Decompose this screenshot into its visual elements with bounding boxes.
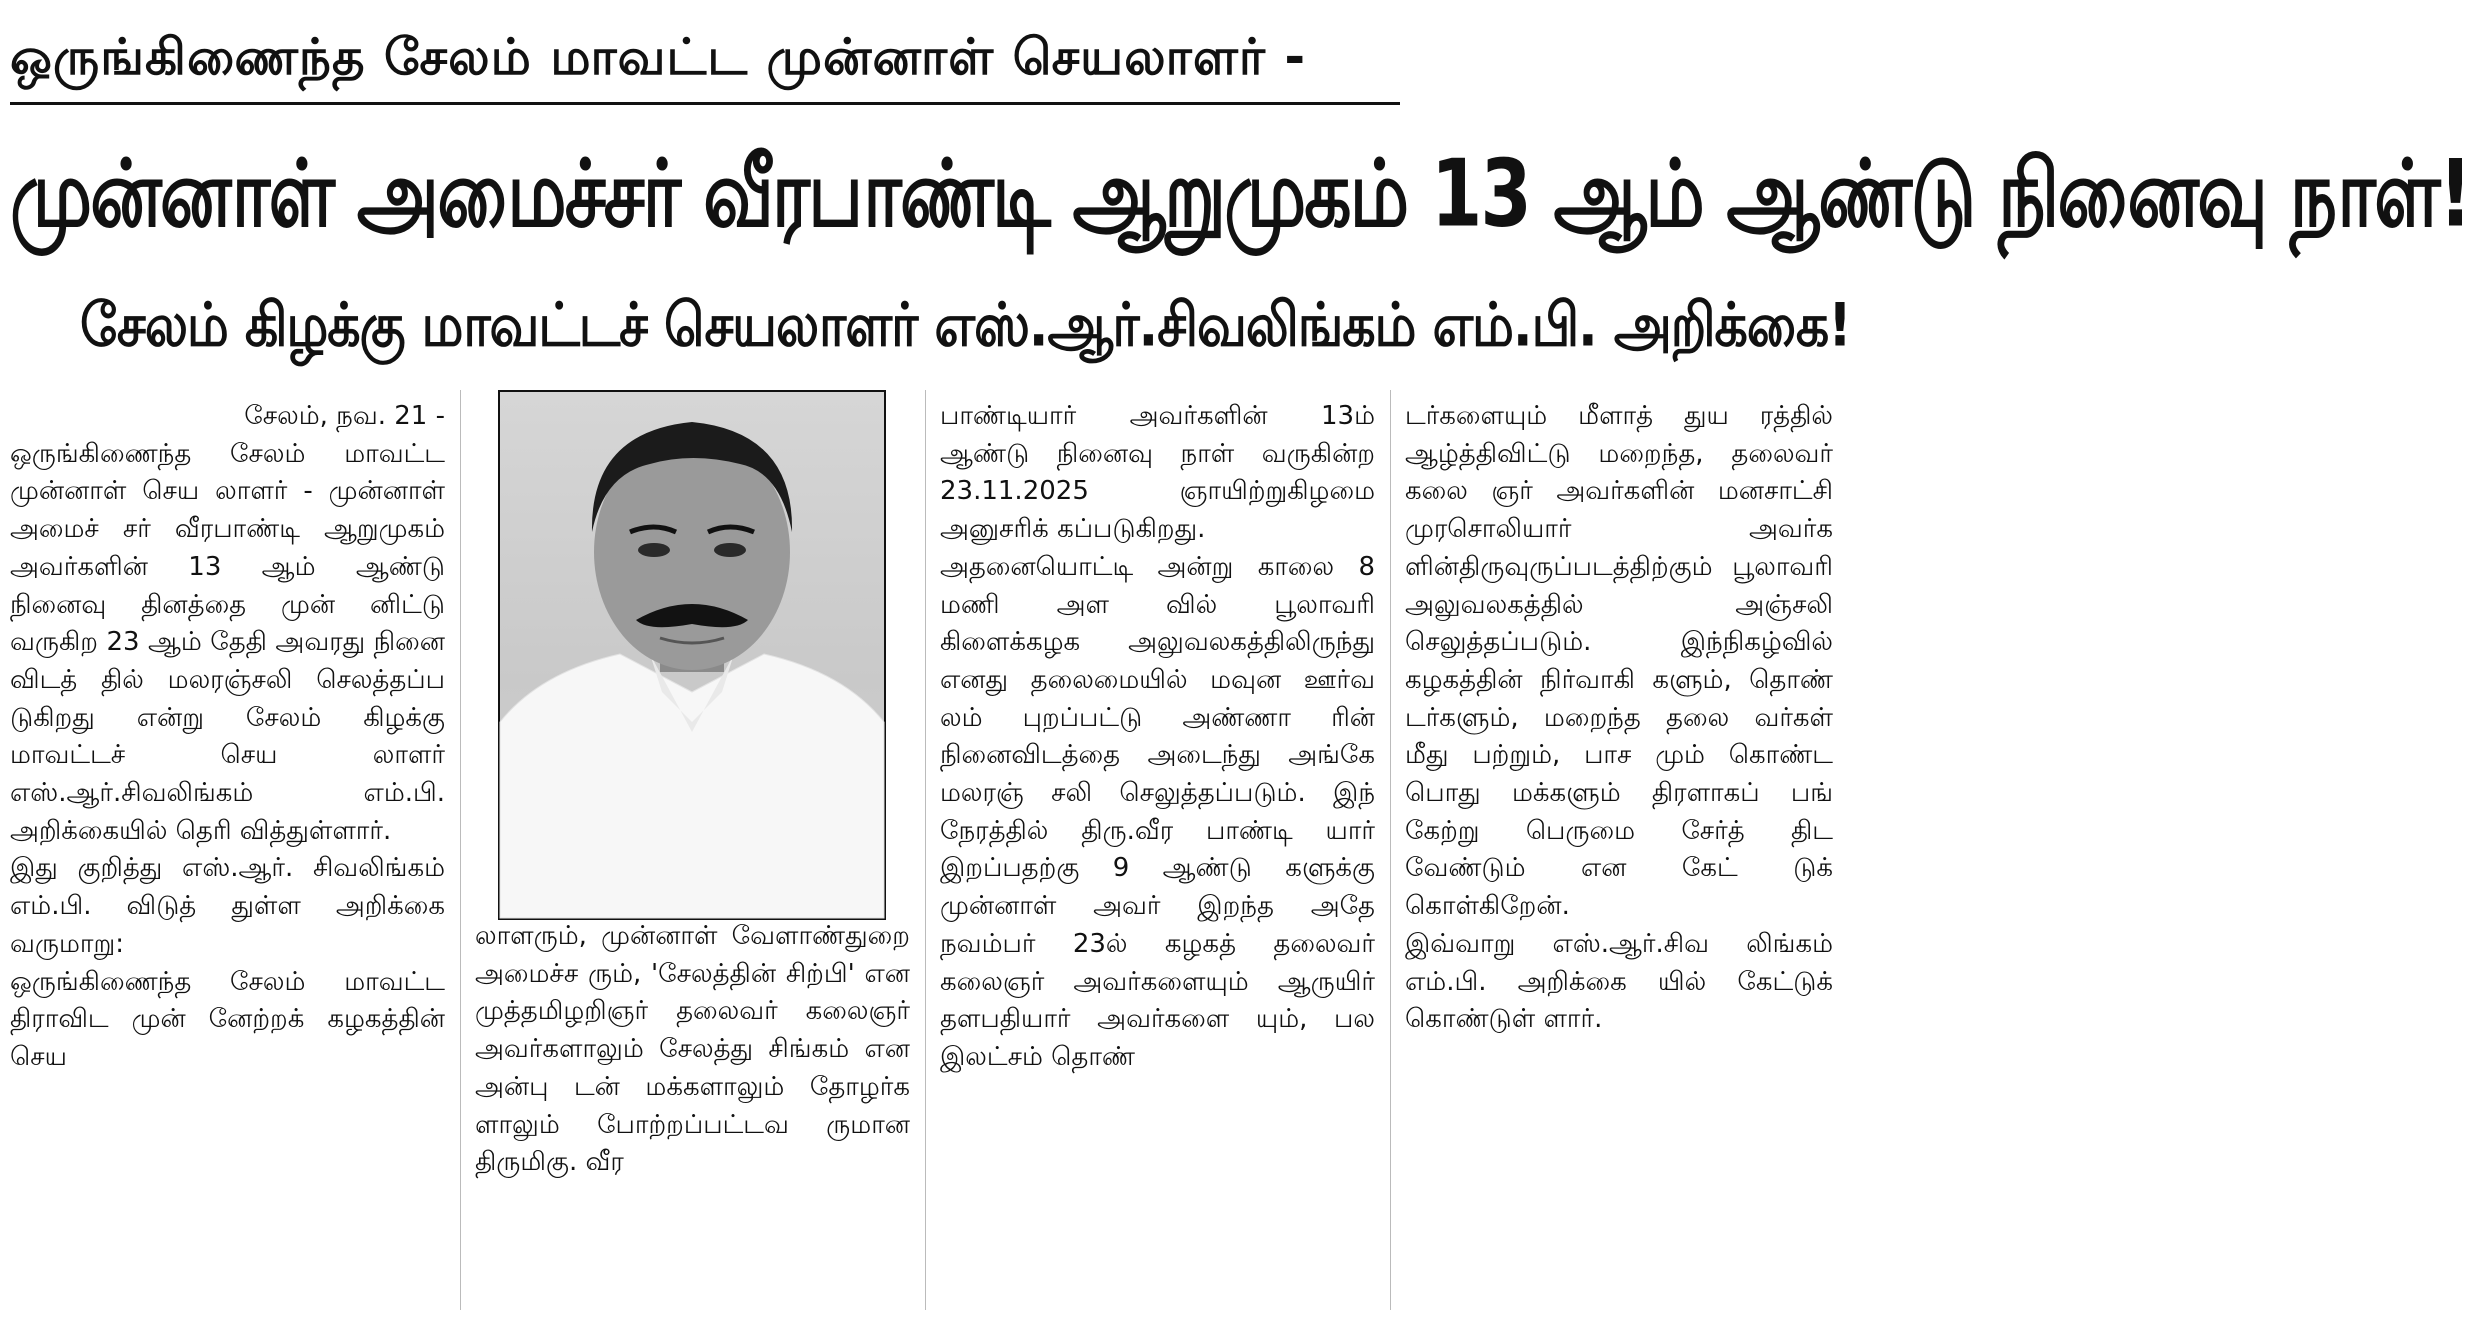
column-divider	[925, 390, 926, 1310]
article-column-4	[1405, 398, 1833, 1310]
paragraph: இவ்வாறு எஸ்.ஆர்.சிவ லிங்கம் எம்.பி. அறிக்கை யில் கேட்டுக் கொண்டுள் ளார்.	[1405, 928, 1833, 1035]
dateline: சேலம், நவ. 21 -	[244, 401, 445, 431]
article-column-1	[10, 398, 445, 1310]
paragraph: பாண்டியார் அவர்களின் 13ம் ஆண்டு நினைவு நாள் வருகின்ற 23.11.2025 ஞாயிற்றுகிழமை அனுசரிக் கப்படுகிறது.	[940, 401, 1375, 545]
column-divider	[460, 390, 461, 1310]
column-divider	[1390, 390, 1391, 1310]
subheadline: சேலம் கிழக்கு மாவட்டச் செயலாளர் எஸ்.ஆர்.சிவலிங்கம் எம்.பி. அறிக்கை!	[80, 291, 1851, 361]
portrait-photo	[498, 390, 886, 920]
paragraph: ஒருங்கிணைந்த சேலம் மாவட்ட முன்னாள் செய லாளர் - முன்னாள் அமைச் சர் வீரபாண்டி ஆறுமுகம் அவர்களின் 13 ஆம் ஆண்டு நினைவு தினத்தை முன் னிட்டு வருகிற 23 ஆம் தேதி அவரது நினை விடத் தில் மலரஞ்சலி செலத்தப்ப டுகிறது என்று சேலம் கிழக்கு மாவட்டச் செய லாளர் எஸ்.ஆர்.சிவலிங்கம் எம்.பி. அறிக்கையில் தெரி வித்துள்ளார்.	[10, 438, 445, 846]
paragraph: லாளரும், முன்னாள் வேளாண்துறை அமைச்ச ரும், 'சேலத்தின் சிற்பி' என முத்தமிழறிஞர் தலைவர் கலைஞர் அவர்களாலும் சேலத்து சிங்கம் என அன்பு டன் மக்களாலும் தோழர்க ளாலும் போற்றப்பட்டவ ருமான திருமிகு. வீர	[475, 921, 910, 1178]
kicker-headline: ஒருங்கிணைந்த சேலம் மாவட்ட முன்னாள் செயலாளர் -	[10, 28, 1307, 86]
article-column-2	[475, 918, 910, 1310]
main-headline: முன்னாள் அமைச்சர் வீரபாண்டி ஆறுமுகம் 13 ஆம் ஆண்டு நினைவு நாள்!	[10, 140, 2470, 248]
kicker-underline	[10, 102, 1400, 105]
article-column-3	[940, 398, 1375, 1310]
paragraph: டர்களையும் மீளாத் துய ரத்தில் ஆழ்த்திவிட்டு மறைந்த, தலைவர் கலை ஞர் அவர்களின் மனசாட்சி முரசொலியார் அவர்க ளின்திருவுருப்படத்திற்கும் பூலாவரி அலுவலகத்தில் அஞ்சலி செலுத்தப்படும். இந்நிகழ்வில் கழகத்தின் நிர்வாகி களும், தொண் டர்களும், மறைந்த தலை வர்கள் மீது பற்றும், பாச மும் கொண்ட பொது மக்களும் திரளாகப் பங் கேற்று பெருமை சேர்த் திட வேண்டும் என கேட் டுக் கொள்கிறேன்.	[1405, 401, 1833, 922]
paragraph: அதனையொட்டி அன்று காலை 8 மணி அள வில் பூலாவரி கிளைக்கழக அலுவலகத்திலிருந்து எனது தலைமையில் மவுன ஊர்வ லம் புறப்பட்டு அண்ணா ரின் நினைவிடத்தை அடைந்து அங்கே மலரஞ் சலி செலுத்தப்படும். இந் நேரத்தில் திரு.வீர பாண்டி யார் இறப்பதற்கு 9 ஆண்டு களுக்கு முன்னாள் அவர் இறந்த அதே நவம்பர் 23ல் கழகத் தலைவர் கலைஞர் அவர்களையும் ஆருயிர் தளபதியார் அவர்களை யும், பல இலட்சம் தொண்	[940, 551, 1375, 1072]
paragraph: ஒருங்கிணைந்த சேலம் மாவட்ட திராவிட முன் னேற்றக் கழகத்தின் செய	[10, 966, 445, 1072]
paragraph: இது குறித்து எஸ்.ஆர். சிவலிங்கம் எம்.பி. விடுத் துள்ள அறிக்கை வருமாறு:	[10, 853, 445, 959]
